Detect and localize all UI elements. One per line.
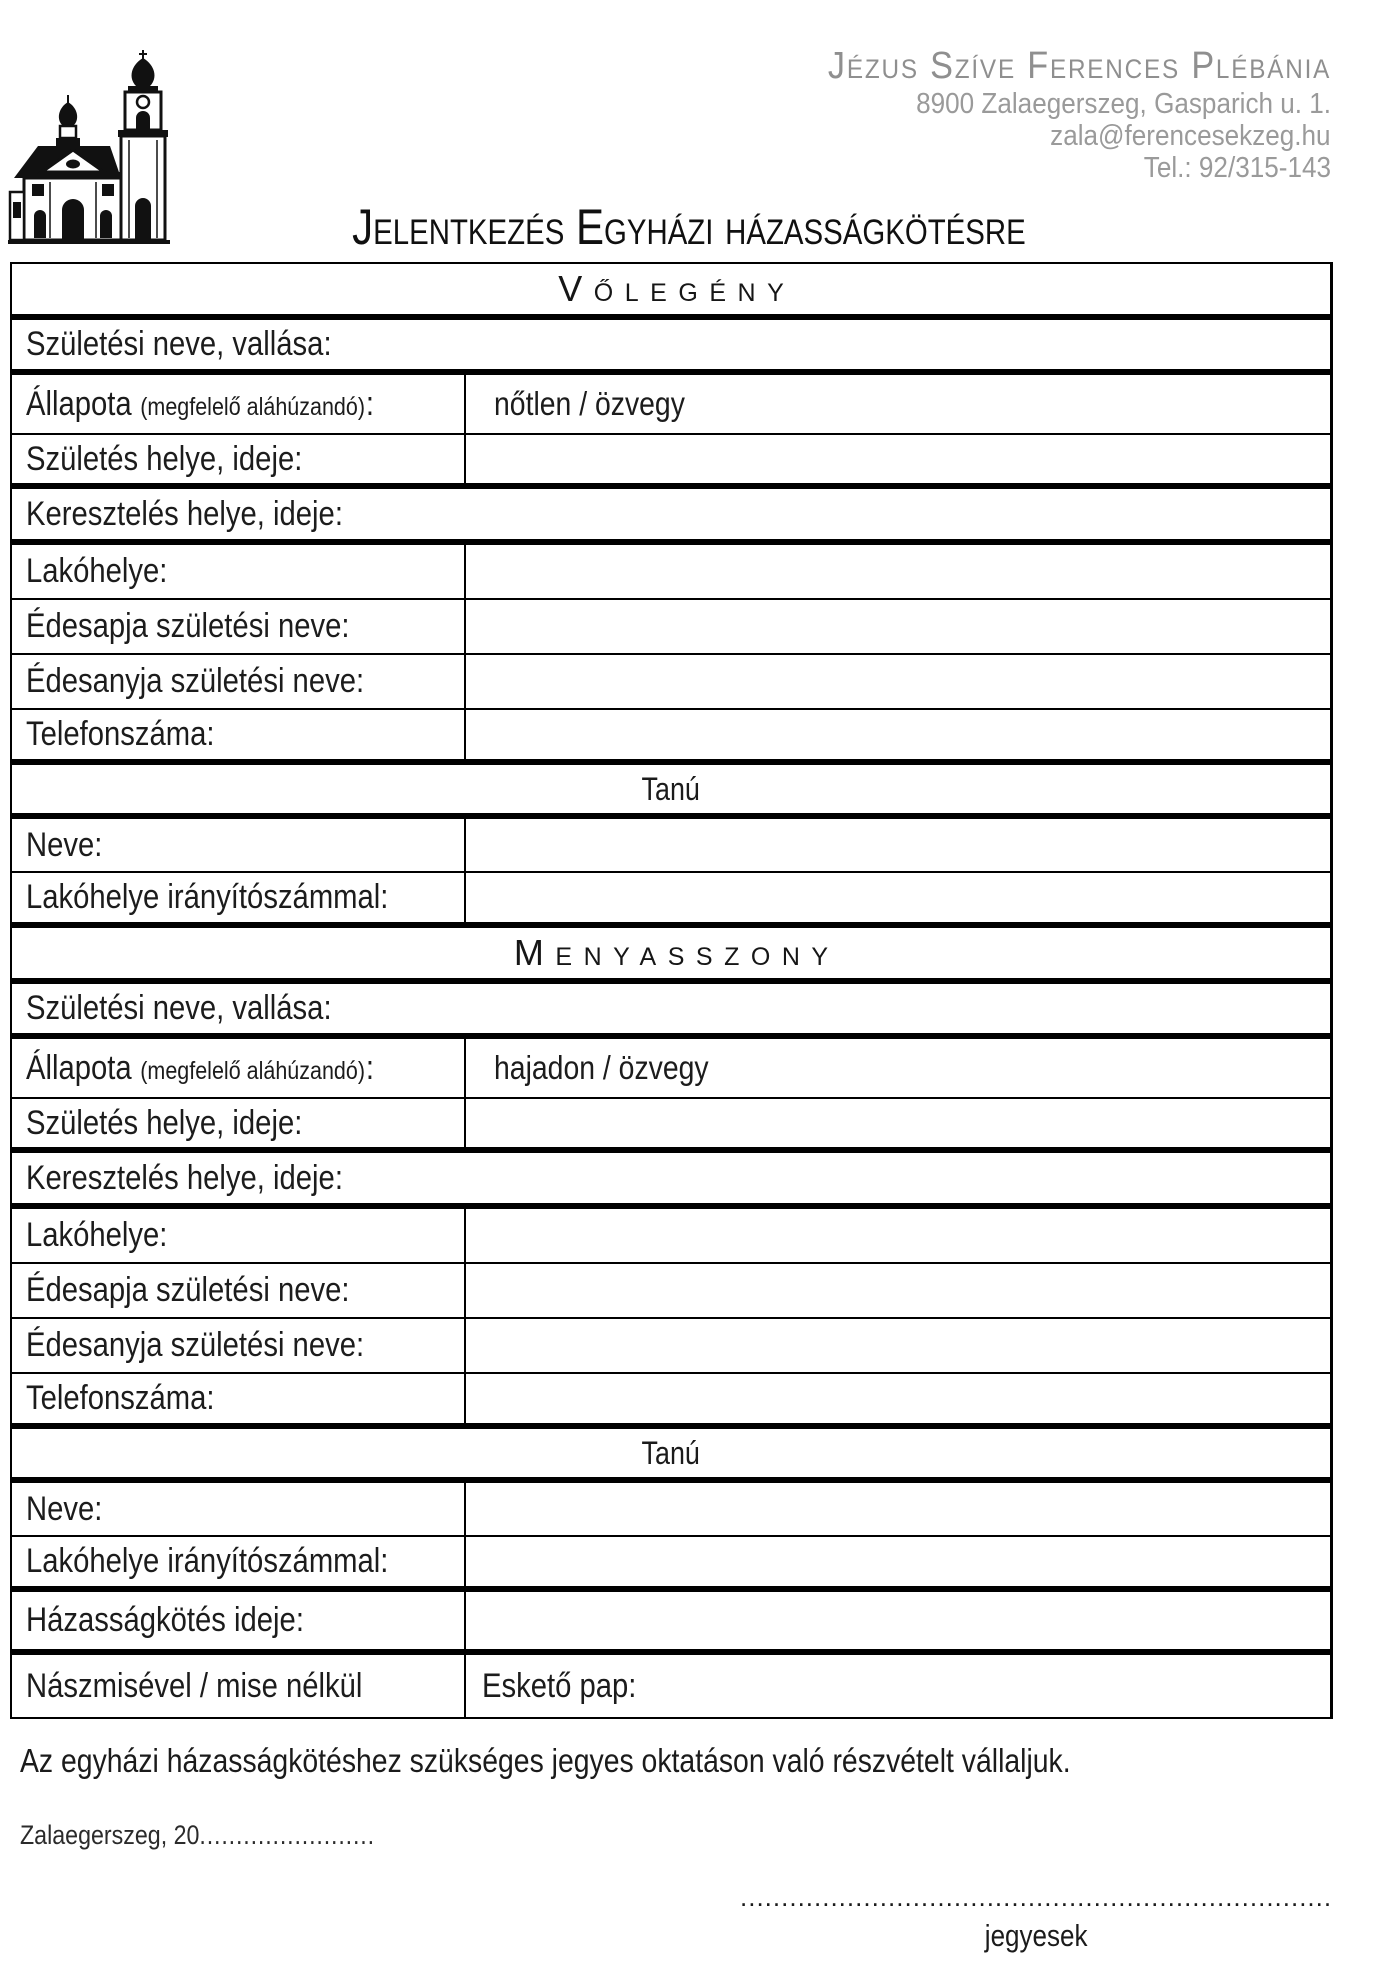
bride-residence-label: Lakóhelye: bbox=[12, 1209, 466, 1262]
bride-father-label: Édesapja születési neve: bbox=[12, 1264, 466, 1317]
parish-address: 8900 Zalaegerszeg, Gasparich u. 1. bbox=[916, 88, 1331, 120]
groom-witness-name-value bbox=[466, 819, 1330, 871]
section-header-groom-witness: Tanú bbox=[12, 765, 1330, 819]
groom-baptism-label: Keresztelés helye, ideje: bbox=[26, 494, 343, 533]
groom-witness-address-value bbox=[466, 873, 1330, 922]
signature-block bbox=[740, 1884, 1332, 1954]
groom-birth-place-label: Születés helye, ideje: bbox=[12, 435, 466, 483]
row-bride-father bbox=[12, 1264, 1330, 1319]
row-groom-baptism bbox=[12, 489, 1330, 545]
bride-witness-name-label: Neve: bbox=[12, 1483, 466, 1535]
parish-phone: Tel.: 92/315-143 bbox=[1143, 152, 1331, 184]
wedding-date-value bbox=[466, 1592, 1330, 1649]
section-header-bride-witness: Tanú bbox=[12, 1429, 1330, 1483]
bride-birth-place-label: Születés helye, ideje: bbox=[12, 1099, 466, 1147]
signature-line: ........................................................................ bbox=[740, 1884, 1332, 1910]
parish-name: Jézus Szíve Ferences Plébánia bbox=[827, 45, 1331, 87]
bride-status-label: Állapota (megfelelő aláhúzandó): bbox=[12, 1039, 466, 1097]
row-groom-phone bbox=[12, 710, 1330, 765]
groom-mother-value bbox=[466, 655, 1330, 708]
bride-status-value: hajadon / özvegy bbox=[494, 1049, 709, 1086]
wedding-priest-cell: Eskető pap: bbox=[482, 1666, 637, 1705]
groom-phone-label: Telefonszáma: bbox=[12, 710, 466, 759]
row-groom-mother bbox=[12, 655, 1330, 710]
row-bride-birth-place bbox=[12, 1099, 1330, 1153]
bride-baptism-label: Keresztelés helye, ideje: bbox=[26, 1158, 343, 1197]
section-header-bride: Menyasszony bbox=[12, 928, 1330, 984]
row-bride-mother bbox=[12, 1319, 1330, 1374]
bride-witness-address-label: Lakóhelye irányítószámmal: bbox=[12, 1537, 466, 1586]
row-groom-father bbox=[12, 600, 1330, 655]
row-bride-residence bbox=[12, 1209, 1330, 1264]
groom-residence-value bbox=[466, 545, 1330, 598]
groom-father-value bbox=[466, 600, 1330, 653]
wedding-date-label: Házasságkötés ideje: bbox=[12, 1592, 466, 1649]
marriage-registration-table bbox=[10, 262, 1333, 1719]
groom-status-value: nőtlen / özvegy bbox=[494, 385, 685, 422]
groom-witness-address-label: Lakóhelye irányítószámmal: bbox=[12, 873, 466, 922]
bride-phone-value bbox=[466, 1374, 1330, 1423]
row-groom-status bbox=[12, 375, 1330, 435]
groom-phone-value bbox=[466, 710, 1330, 759]
row-groom-witness-address bbox=[12, 873, 1330, 928]
row-bride-phone bbox=[12, 1374, 1330, 1429]
groom-birth-place-value bbox=[466, 435, 1330, 483]
bride-mother-value bbox=[466, 1319, 1330, 1372]
signature-caption: jegyesek bbox=[984, 1918, 1088, 1953]
parish-email: zala@ferencesekzeg.hu bbox=[1050, 120, 1331, 152]
row-bride-witness-name bbox=[12, 1483, 1330, 1537]
row-bride-status bbox=[12, 1039, 1330, 1099]
bride-birth-name-label: Születési neve, vallása: bbox=[26, 989, 332, 1027]
bride-mother-label: Édesanyja születési neve: bbox=[12, 1319, 466, 1372]
groom-residence-label: Lakóhelye: bbox=[12, 545, 466, 598]
bride-witness-name-value bbox=[466, 1483, 1330, 1535]
row-groom-residence bbox=[12, 545, 1330, 600]
row-bride-birth-name bbox=[12, 984, 1330, 1039]
bride-phone-label: Telefonszáma: bbox=[12, 1374, 466, 1423]
row-bride-baptism bbox=[12, 1153, 1330, 1209]
section-header-groom: Vőlegény bbox=[12, 264, 1330, 320]
wedding-mass-type-label: Nászmisével / mise nélkül bbox=[12, 1655, 466, 1717]
row-groom-witness-name bbox=[12, 819, 1330, 873]
page-title: Jelentkezés Egyházi házasságkötésre bbox=[351, 199, 1026, 255]
groom-birth-name-label: Születési neve, vallása: bbox=[26, 325, 332, 363]
place-date-line: Zalaegerszeg, 20........................ bbox=[20, 1820, 375, 1850]
parish-contact-block bbox=[772, 44, 1331, 184]
groom-father-label: Édesapja születési neve: bbox=[12, 600, 466, 653]
bride-birth-place-value bbox=[466, 1099, 1330, 1147]
row-bride-witness-address bbox=[12, 1537, 1330, 1592]
bride-witness-address-value bbox=[466, 1537, 1330, 1586]
bride-father-value bbox=[466, 1264, 1330, 1317]
row-wedding-mass bbox=[12, 1655, 1330, 1719]
groom-mother-label: Édesanyja születési neve: bbox=[12, 655, 466, 708]
groom-status-label: Állapota (megfelelő aláhúzandó): bbox=[12, 375, 466, 433]
declaration-statement: Az egyházi házasságkötéshez szükséges jegyes oktatáson való részvételt vállaljuk. bbox=[20, 1742, 1071, 1779]
bride-residence-value bbox=[466, 1209, 1330, 1262]
row-wedding-date bbox=[12, 1592, 1330, 1655]
row-groom-birth-place bbox=[12, 435, 1330, 489]
row-groom-birth-name bbox=[12, 320, 1330, 375]
groom-witness-name-label: Neve: bbox=[12, 819, 466, 871]
